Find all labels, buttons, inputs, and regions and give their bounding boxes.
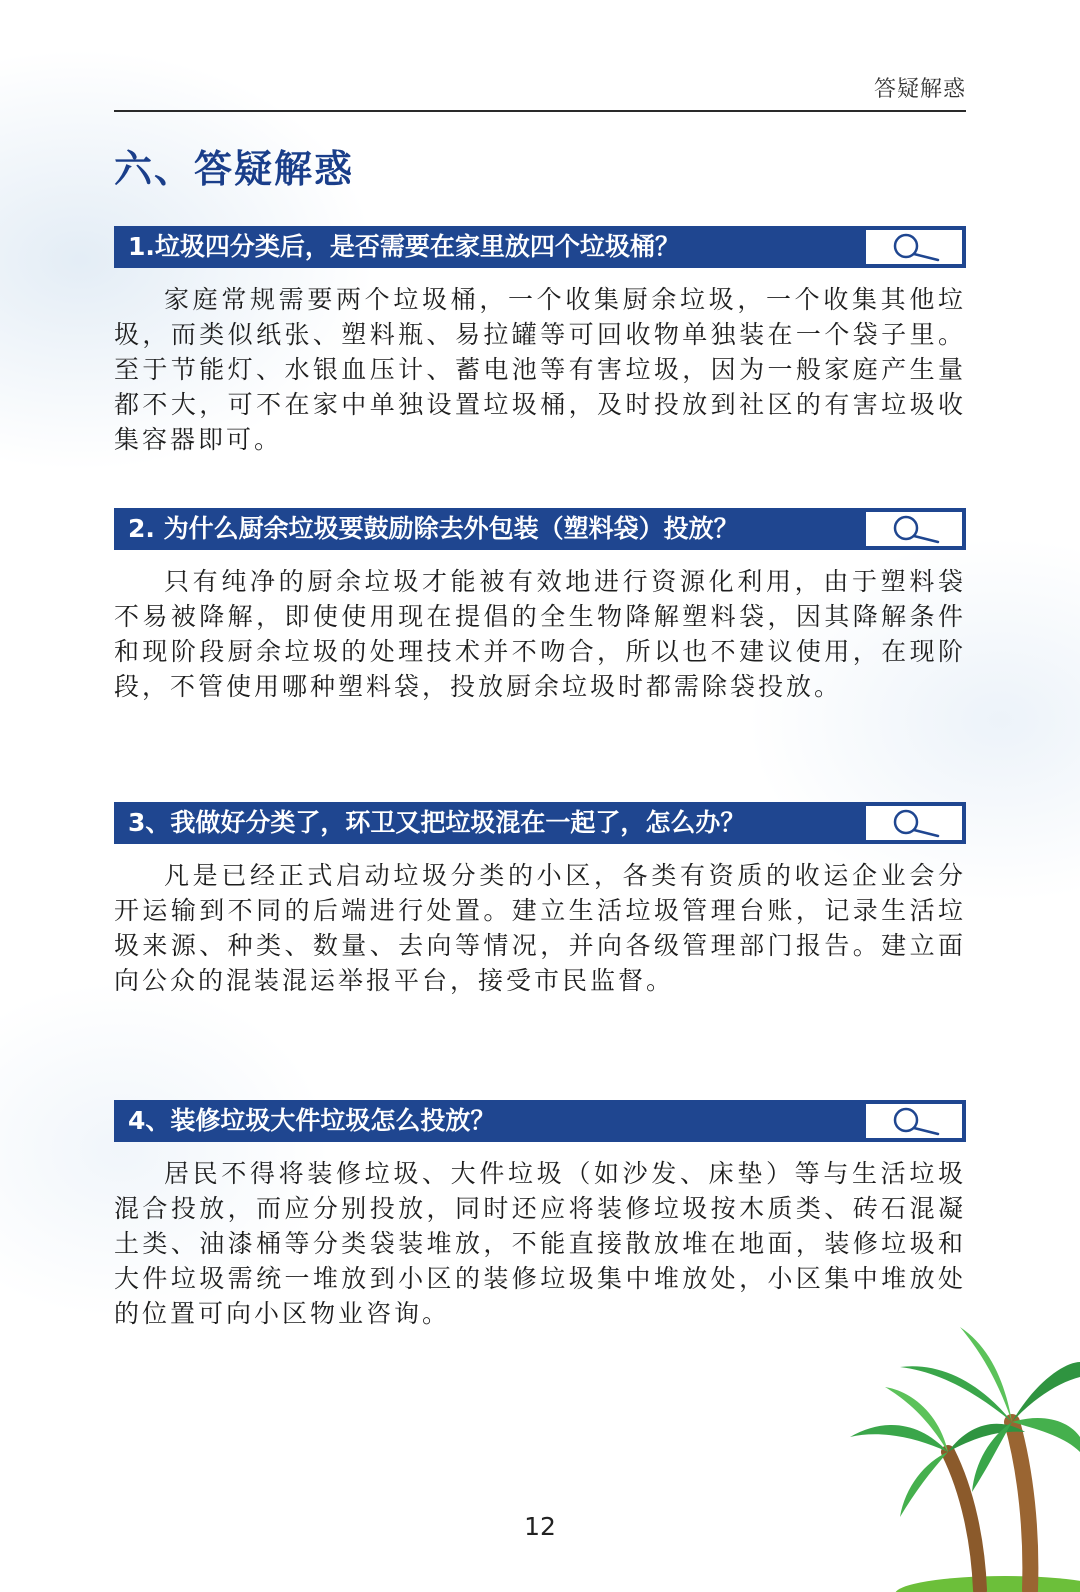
section-title: 六、答疑解惑 bbox=[114, 147, 355, 191]
question-bar bbox=[114, 802, 966, 844]
qa-item-1 bbox=[114, 226, 966, 457]
question-text: 3、我做好分类了，环卫又把垃圾混在一起了，怎么办？ bbox=[128, 808, 746, 837]
magnifier-icon bbox=[866, 1104, 962, 1138]
qa-item-3 bbox=[114, 802, 966, 998]
question-bar bbox=[114, 508, 966, 550]
question-bar bbox=[114, 1100, 966, 1142]
page-number: 12 bbox=[524, 1512, 556, 1541]
question-text: 4、装修垃圾大件垃圾怎么投放？ bbox=[128, 1106, 496, 1135]
header-divider bbox=[114, 110, 966, 112]
qa-item-4 bbox=[114, 1100, 966, 1331]
palm-trees-icon bbox=[830, 1302, 1080, 1592]
question-text: 1.垃圾四分类后，是否需要在家里放四个垃圾桶？ bbox=[128, 232, 680, 261]
question-bar bbox=[114, 226, 966, 268]
running-header: 答疑解惑 bbox=[873, 77, 966, 102]
magnifier-icon bbox=[866, 512, 962, 546]
magnifier-icon bbox=[866, 230, 962, 264]
answer-text: 居民不得将装修垃圾、大件垃圾（如沙发、床垫）等与生活垃圾混合投放，而应分别投放，同时还应将装修垃圾按木质类、砖石混凝土类、油漆桶等分类袋装堆放，不能直接散放堆在地面，装修垃圾和大件垃圾需统一堆放到小区的装修垃圾集中堆放处，小区集中堆放处的位置可向小区物业咨询。 bbox=[114, 1159, 966, 1328]
magnifier-icon bbox=[866, 806, 962, 840]
answer-text: 家庭常规需要两个垃圾桶，一个收集厨余垃圾，一个收集其他垃圾，而类似纸张、塑料瓶、易拉罐等可回收物单独装在一个袋子里。至于节能灯、水银血压计、蓄电池等有害垃圾，因为一般家庭产生量都不大，可不在家中单独设置垃圾桶，及时投放到社区的有害垃圾收集容器即可。 bbox=[114, 285, 966, 454]
answer-text: 只有纯净的厨余垃圾才能被有效地进行资源化利用，由于塑料袋不易被降解，即使使用现在提倡的全生物降解塑料袋，因其降解条件和现阶段厨余垃圾的处理技术并不吻合，所以也不建议使用，在现阶段，不管使用哪种塑料袋，投放厨余垃圾时都需除袋投放。 bbox=[114, 567, 966, 701]
answer-text: 凡是已经正式启动垃圾分类的小区，各类有资质的收运企业会分开运输到不同的后端进行处置。建立生活垃圾管理台账，记录生活垃圾来源、种类、数量、去向等情况，并向各级管理部门报告。建立面向公众的混装混运举报平台，接受市民监督。 bbox=[114, 861, 966, 995]
question-text: 2. 为什么厨余垃圾要鼓励除去外包装（塑料袋）投放？ bbox=[128, 514, 739, 543]
qa-item-2 bbox=[114, 508, 966, 704]
